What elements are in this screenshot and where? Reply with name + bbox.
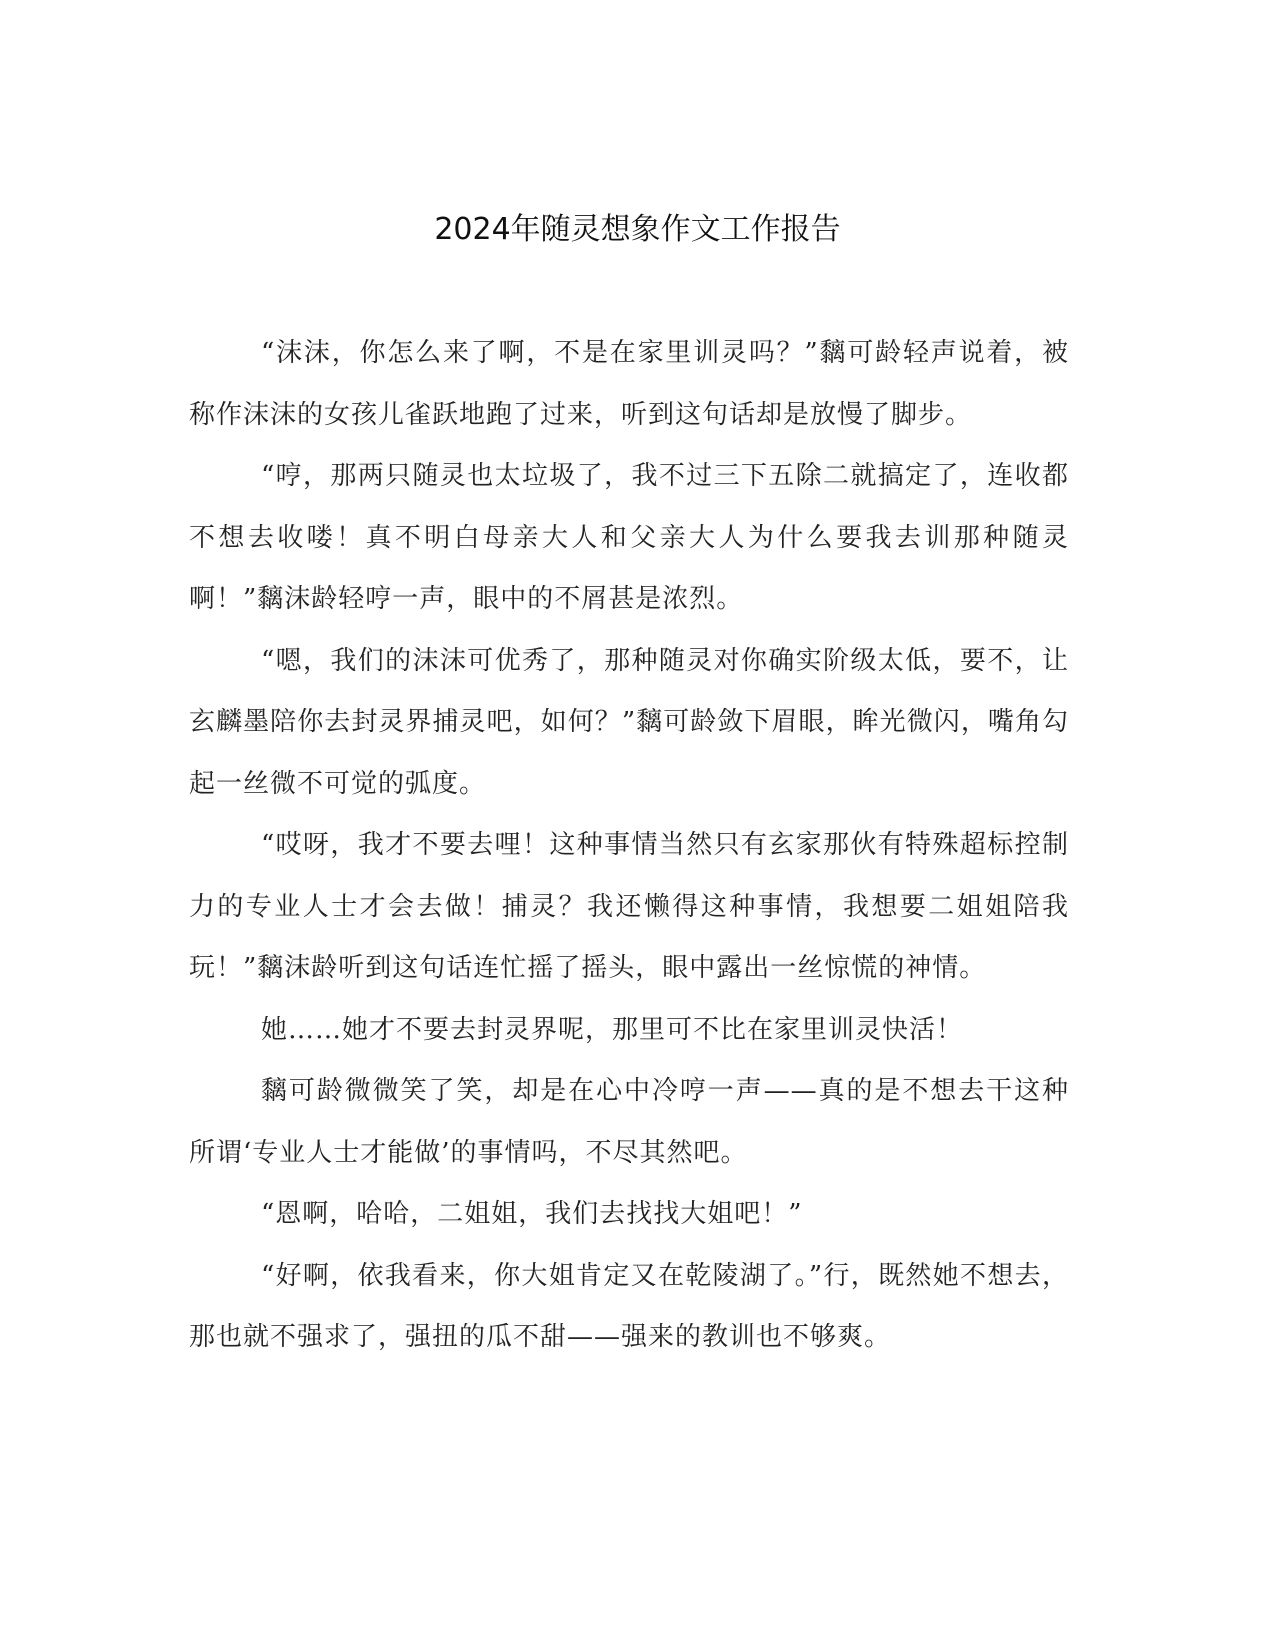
paragraph-5: 她……她才不要去封灵界呢，那里可不比在家里训灵快活！ bbox=[261, 1014, 964, 1045]
document-body bbox=[189, 323, 1069, 1369]
document-title: 2024年随灵想象作文工作报告 bbox=[434, 212, 841, 247]
paragraph-8: “好啊，依我看来，你大姐肯定又在乾陵湖了。”行，既然她不想去，那也就不强求了，强扭的瓜不甜——强来的教训也不够爽。 bbox=[189, 1260, 1069, 1352]
paragraph-4: “哎呀，我才不要去哩！这种事情当然只有玄家那伙有特殊超标控制力的专业人士才会去做！捕灵？我还懒得这种事情，我想要二姐姐陪我玩！”黐沫龄听到这句话连忙摇了摇头，眼中露出一丝惊慌的神情。 bbox=[189, 830, 1069, 983]
paragraph-6: 黐可龄微微笑了笑，却是在心中冷哼一声——真的是不想去干这种所谓‘专业人士才能做’的事情吗，不尽其然吧。 bbox=[189, 1076, 1069, 1168]
paragraph-1: “沫沫，你怎么来了啊，不是在家里训灵吗？”黐可龄轻声说着，被称作沫沫的女孩儿雀跃地跑了过来，听到这句话却是放慢了脚步。 bbox=[189, 338, 1069, 430]
paragraph-7: “恩啊，哈哈，二姐姐，我们去找找大姐吧！” bbox=[261, 1199, 803, 1229]
paragraph-3: “嗯，我们的沫沫可优秀了，那种随灵对你确实阶级太低，要不，让玄麟墨陪你去封灵界捕灵吧，如何？”黐可龄敛下眉眼，眸光微闪，嘴角勾起一丝微不可觉的弧度。 bbox=[189, 645, 1069, 799]
paragraph-2: “哼，那两只随灵也太垃圾了，我不过三下五除二就搞定了，连收都不想去收喽！真不明白母亲大人和父亲大人为什么要我去训那种随灵啊！”黐沫龄轻哼一声，眼中的不屑甚是浓烈。 bbox=[189, 461, 1069, 614]
